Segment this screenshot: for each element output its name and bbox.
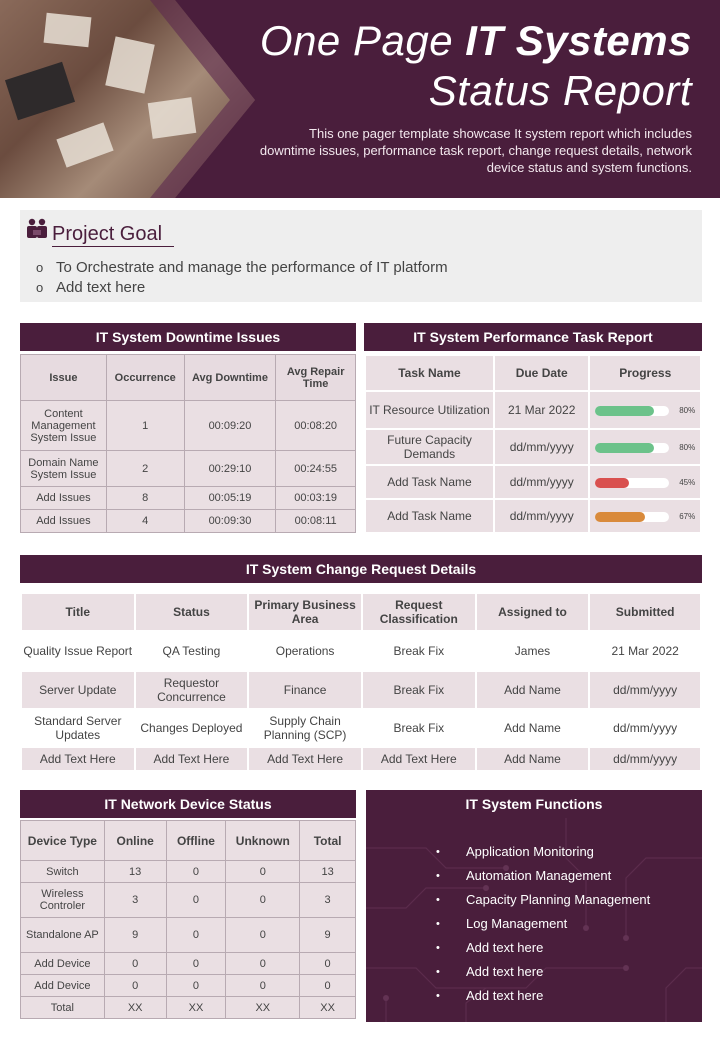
table-cell: Add Name	[476, 747, 590, 771]
table-cell: 00:03:19	[276, 487, 356, 510]
change-request-table	[20, 592, 702, 772]
col-header: Progress	[589, 355, 701, 391]
table-cell: Server Update	[21, 671, 135, 709]
table-cell: Add Text Here	[362, 747, 476, 771]
table-row	[365, 391, 701, 429]
table-cell: Domain Name System Issue	[21, 451, 107, 487]
table-cell: 3	[300, 883, 356, 918]
table-cell: 0	[166, 953, 226, 975]
header-banner	[0, 0, 720, 198]
progress-fill	[595, 478, 628, 488]
table-cell: 0	[226, 861, 300, 883]
table-cell: 8	[106, 487, 184, 510]
progress-cell	[589, 429, 701, 465]
function-item: • Add text here	[436, 960, 650, 984]
table-cell: Changes Deployed	[135, 709, 249, 747]
due-date: 21 Mar 2022	[494, 391, 590, 429]
table-row	[21, 918, 356, 953]
project-goal-list	[36, 258, 448, 298]
table-cell: Add Text Here	[21, 747, 135, 771]
table-row	[21, 451, 356, 487]
table-cell: 13	[104, 861, 166, 883]
function-item: • Capacity Planning Management	[436, 888, 650, 912]
table-cell: 1	[106, 401, 184, 451]
network-table	[20, 820, 356, 1019]
progress-fill	[595, 443, 654, 453]
table-cell: 00:29:10	[184, 451, 276, 487]
progress-label: 45%	[679, 478, 696, 488]
col-header: Task Name	[365, 355, 494, 391]
table-cell: Add Issues	[21, 487, 107, 510]
header-photo	[0, 0, 260, 198]
table-row	[21, 975, 356, 997]
table-cell: Standard Server Updates	[21, 709, 135, 747]
downtime-table	[20, 354, 356, 533]
progress-cell	[589, 465, 701, 499]
network-title: IT Network Device Status	[20, 790, 356, 818]
table-row	[21, 631, 701, 671]
table-cell: Switch	[21, 861, 105, 883]
col-header: Device Type	[21, 821, 105, 861]
table-cell: Requestor Concurrence	[135, 671, 249, 709]
col-header: Unknown	[226, 821, 300, 861]
progress-bar	[595, 443, 669, 453]
col-header: Status	[135, 593, 249, 631]
table-cell: 0	[166, 861, 226, 883]
col-header: Issue	[21, 355, 107, 401]
performance-title: IT System Performance Task Report	[364, 323, 702, 351]
due-date: dd/mm/yyyy	[494, 465, 590, 499]
project-goal-panel	[20, 210, 702, 302]
table-cell: 0	[104, 975, 166, 997]
col-header: Online	[104, 821, 166, 861]
table-cell: 00:09:30	[184, 510, 276, 533]
table-cell: Add Name	[476, 671, 590, 709]
table-row	[21, 883, 356, 918]
table-row	[21, 861, 356, 883]
table-cell: Quality Issue Report	[21, 631, 135, 671]
table-cell: QA Testing	[135, 631, 249, 671]
functions-list	[436, 840, 650, 1008]
table-cell: Supply Chain Planning (SCP)	[248, 709, 362, 747]
table-cell: Add Device	[21, 975, 105, 997]
table-cell: 3	[104, 883, 166, 918]
table-cell: Break Fix	[362, 671, 476, 709]
task-name: Future Capacity Demands	[365, 429, 494, 465]
table-cell: dd/mm/yyyy	[589, 747, 701, 771]
table-cell: Standalone AP	[21, 918, 105, 953]
table-row	[21, 747, 701, 771]
table-cell: 0	[166, 883, 226, 918]
progress-cell	[589, 499, 701, 533]
progress-bar	[595, 512, 669, 522]
progress-label: 80%	[679, 443, 696, 453]
team-icon	[24, 216, 50, 242]
col-header: Due Date	[494, 355, 590, 391]
function-item: • Add text here	[436, 936, 650, 960]
table-cell: Add Text Here	[135, 747, 249, 771]
goal-item: o Add text here	[36, 278, 448, 298]
project-goal-title: Project Goal	[52, 222, 174, 247]
progress-cell	[589, 391, 701, 429]
table-cell: 0	[166, 918, 226, 953]
col-header: Assigned to	[476, 593, 590, 631]
function-item: • Log Management	[436, 912, 650, 936]
table-cell: Operations	[248, 631, 362, 671]
table-row	[21, 401, 356, 451]
goal-item: o To Orchestrate and manage the performance of IT platform	[36, 258, 448, 278]
table-cell: 00:24:55	[276, 451, 356, 487]
table-cell: 0	[300, 975, 356, 997]
table-cell: 2	[106, 451, 184, 487]
table-row	[21, 709, 701, 747]
col-header: Avg Downtime	[184, 355, 276, 401]
col-header: Title	[21, 593, 135, 631]
performance-table	[364, 354, 702, 534]
table-row	[365, 499, 701, 533]
table-cell: Content Management System Issue	[21, 401, 107, 451]
table-cell: 0	[226, 918, 300, 953]
table-cell: 0	[300, 953, 356, 975]
table-cell: XX	[226, 997, 300, 1019]
table-cell: 0	[166, 975, 226, 997]
table-cell: Wireless Controler	[21, 883, 105, 918]
table-cell: 9	[300, 918, 356, 953]
progress-fill	[595, 406, 654, 416]
functions-title: IT System Functions	[366, 790, 702, 818]
table-row	[365, 465, 701, 499]
table-cell: XX	[300, 997, 356, 1019]
table-cell: 00:09:20	[184, 401, 276, 451]
table-cell: 00:05:19	[184, 487, 276, 510]
task-name: IT Resource Utilization	[365, 391, 494, 429]
table-cell: dd/mm/yyyy	[589, 671, 701, 709]
table-cell: 0	[226, 975, 300, 997]
table-cell: XX	[166, 997, 226, 1019]
table-row	[21, 671, 701, 709]
progress-bar	[595, 406, 669, 416]
table-cell: Add Device	[21, 953, 105, 975]
progress-bar	[595, 478, 669, 488]
function-item: • Automation Management	[436, 864, 650, 888]
col-header: Total	[300, 821, 356, 861]
downtime-title: IT System Downtime Issues	[20, 323, 356, 351]
progress-label: 67%	[679, 512, 696, 522]
change-request-title: IT System Change Request Details	[20, 555, 702, 583]
table-cell: 00:08:11	[276, 510, 356, 533]
progress-label: 80%	[679, 406, 696, 416]
due-date: dd/mm/yyyy	[494, 499, 590, 533]
table-cell: Total	[21, 997, 105, 1019]
table-cell: Add Text Here	[248, 747, 362, 771]
table-cell: dd/mm/yyyy	[589, 709, 701, 747]
task-name: Add Task Name	[365, 499, 494, 533]
table-cell: 9	[104, 918, 166, 953]
table-row	[21, 953, 356, 975]
functions-panel	[366, 818, 702, 1022]
table-cell: 0	[104, 953, 166, 975]
due-date: dd/mm/yyyy	[494, 429, 590, 465]
table-row	[365, 429, 701, 465]
table-cell: Break Fix	[362, 631, 476, 671]
table-cell: 0	[226, 883, 300, 918]
table-row	[21, 487, 356, 510]
table-cell: Add Name	[476, 709, 590, 747]
col-header: Primary Business Area	[248, 593, 362, 631]
table-cell: Finance	[248, 671, 362, 709]
function-item: • Application Monitoring	[436, 840, 650, 864]
table-cell: 0	[226, 953, 300, 975]
col-header: Avg Repair Time	[276, 355, 356, 401]
progress-fill	[595, 512, 645, 522]
col-header: Offline	[166, 821, 226, 861]
page-title: One Page IT Systems Status Report	[259, 17, 692, 114]
table-cell: Break Fix	[362, 709, 476, 747]
table-cell: 00:08:20	[276, 401, 356, 451]
page-subtitle: This one pager template showcase It system report which includes downtime issues, performance task report, change request details, network device status and system functions.	[259, 126, 692, 175]
table-cell: XX	[104, 997, 166, 1019]
table-cell: 4	[106, 510, 184, 533]
table-row	[21, 510, 356, 533]
function-item: • Add text here	[436, 984, 650, 1008]
table-cell: 13	[300, 861, 356, 883]
task-name: Add Task Name	[365, 465, 494, 499]
table-cell: James	[476, 631, 590, 671]
table-cell: Add Issues	[21, 510, 107, 533]
col-header: Occurrence	[106, 355, 184, 401]
col-header: Submitted	[589, 593, 701, 631]
col-header: Request Classification	[362, 593, 476, 631]
table-row	[21, 997, 356, 1019]
table-cell: 21 Mar 2022	[589, 631, 701, 671]
